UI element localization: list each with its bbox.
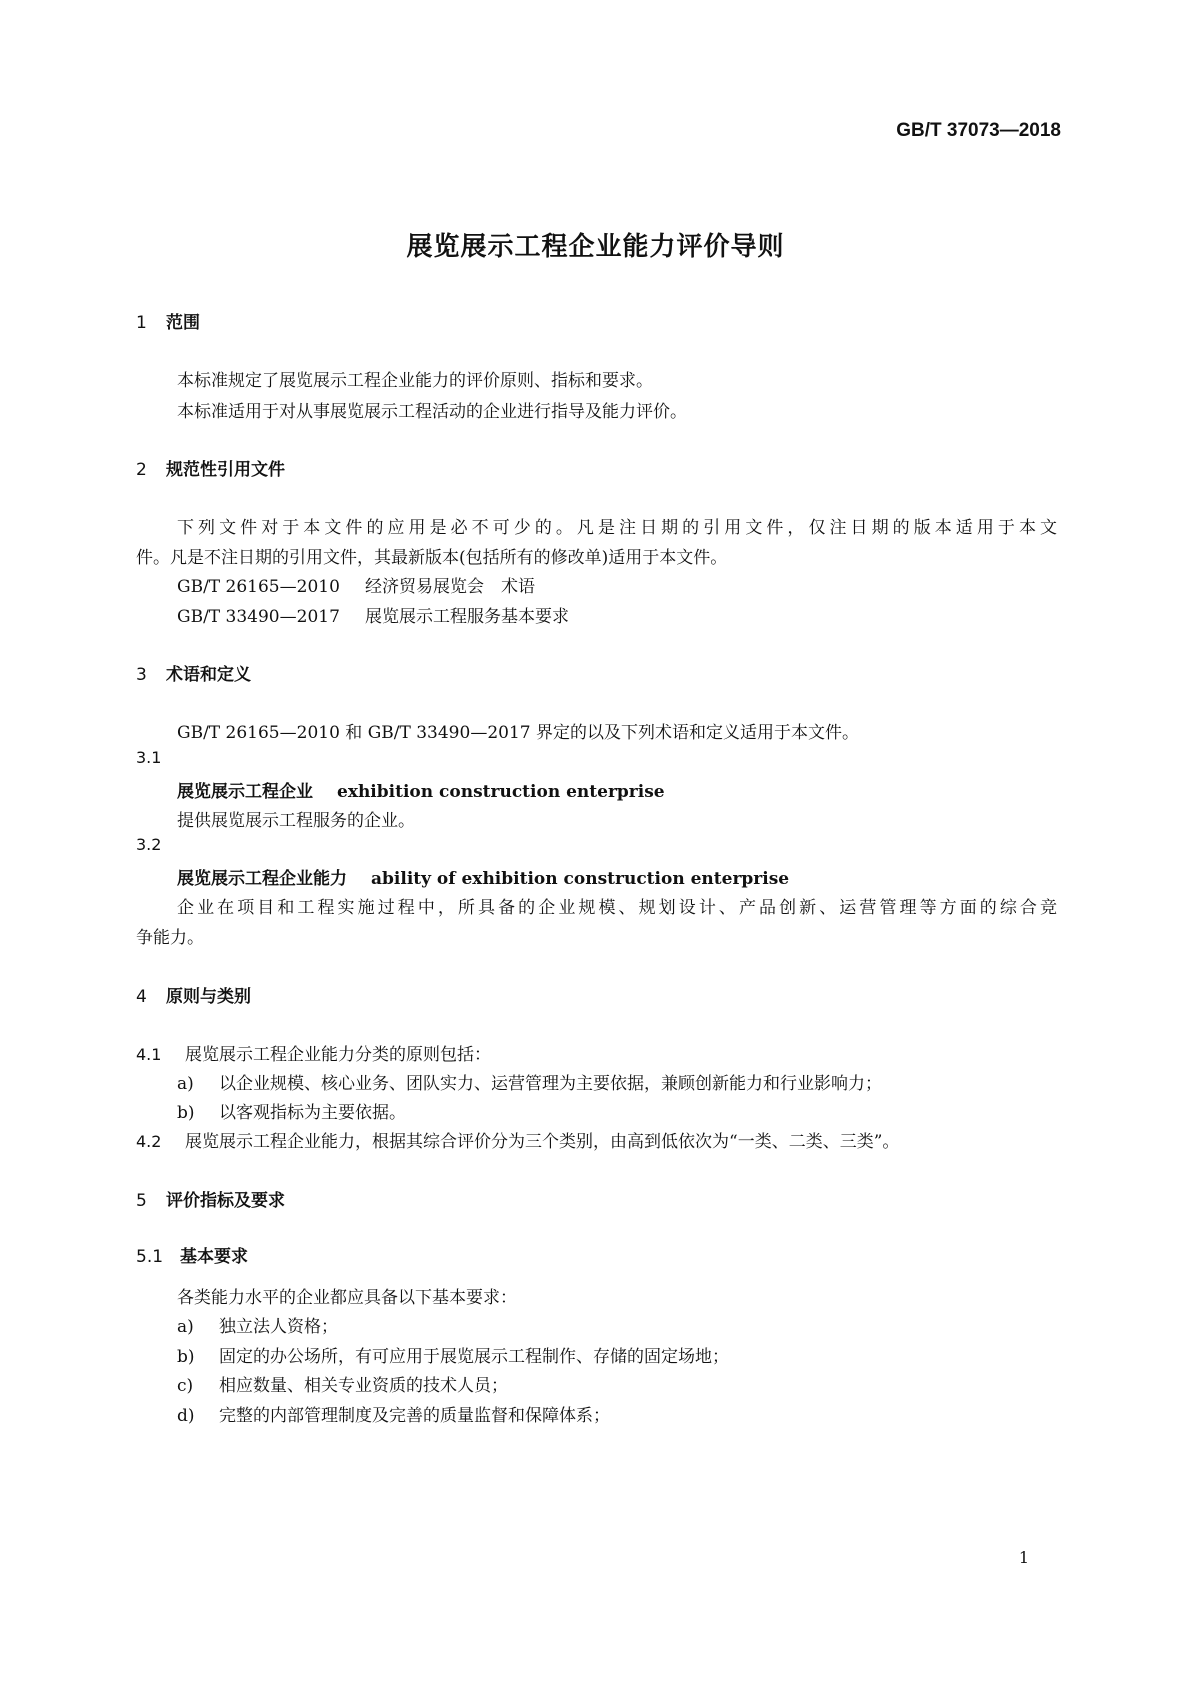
list-label: b) [177,1347,195,1367]
list-label: a) [177,1317,194,1337]
clause-text: 展览展示工程企业能力，根据其综合评价分为三个类别，由高到低依次为“一类、二类、三类”。 [185,1132,900,1152]
list-text: 相应数量、相关专业资质的技术人员； [219,1376,508,1396]
section-number: 3 [136,665,147,685]
term-english: exhibition construction enterprise [337,782,665,802]
document-title: 展览展示工程企业能力评价导则 [406,232,785,262]
section-number: 4 [136,987,147,1007]
term-heading [177,864,789,889]
reference-item [177,572,535,597]
section-4-heading [136,982,251,1007]
reference-name: 经济贸易展览会 术语 [365,577,535,597]
list-label: c) [177,1376,194,1396]
subsection-title: 基本要求 [180,1247,248,1267]
paragraph-line: 下列文件对于本文件的应用是必不可少的。凡是注日期的引用文件，仅注日期的版本适用于本文 [177,518,1057,538]
clause-number: 4.1 [136,1045,162,1064]
term-number: 3.1 [136,748,162,767]
clause-number: 4.2 [136,1132,162,1151]
list-text: 独立法人资格； [219,1317,338,1337]
term-heading [177,777,665,802]
paragraph: 各类能力水平的企业都应具备以下基本要求： [177,1288,517,1308]
clause [136,1040,491,1065]
section-title: 规范性引用文件 [166,460,285,480]
paragraph-line: 件。凡是不注日期的引用文件，其最新版本(包括所有的修改单)适用于本文件。 [136,548,728,568]
paragraph: 本标准规定了展览展示工程企业能力的评价原则、指标和要求。 [177,371,653,391]
section-title: 术语和定义 [166,665,251,685]
section-title: 范围 [166,313,200,333]
page-number: 1 [1018,1548,1029,1567]
list-text: 以企业规模、核心业务、团队实力、运营管理为主要依据，兼顾创新能力和行业影响力； [219,1074,882,1094]
reference-code: GB/T 33490—2017 [177,607,340,627]
term-definition: 提供展览展示工程服务的企业。 [177,811,415,831]
clause-text: 展览展示工程企业能力分类的原则包括： [185,1045,491,1065]
clause [136,1127,899,1152]
list-label: d) [177,1406,195,1426]
term-definition-line: 企业在项目和工程实施过程中，所具备的企业规模、规划设计、产品创新、运营管理等方面的综合竞 [177,898,1057,918]
standard-number: GB/T 37073—2018 [896,120,1061,141]
reference-name: 展览展示工程服务基本要求 [365,607,569,627]
section-title: 原则与类别 [166,987,251,1007]
list-item [177,1342,729,1367]
section-number: 1 [136,313,147,333]
list-item [177,1069,882,1094]
section-3-heading [136,660,251,685]
term-english: ability of exhibition construction enterprise [371,869,790,889]
list-item [177,1371,508,1396]
term-chinese: 展览展示工程企业能力 [177,869,347,889]
reference-code: GB/T 26165—2010 [177,577,340,597]
paragraph: 本标准适用于对从事展览展示工程活动的企业进行指导及能力评价。 [177,402,687,422]
term-number: 3.2 [136,835,162,854]
list-item [177,1098,406,1123]
paragraph: GB/T 26165—2010 和 GB/T 33490—2017 界定的以及下列术语和定义适用于本文件。 [177,723,859,743]
list-text: 固定的办公场所，有可应用于展览展示工程制作、存储的固定场地； [219,1347,729,1367]
list-label: b) [177,1103,195,1123]
term-chinese: 展览展示工程企业 [177,782,313,802]
section-number: 2 [136,460,147,480]
list-label: a) [177,1074,194,1094]
subsection-5-1-heading [136,1242,248,1267]
section-1-heading [136,308,200,333]
reference-item [177,602,569,627]
list-item [177,1401,610,1426]
list-text: 完整的内部管理制度及完善的质量监督和保障体系； [219,1406,610,1426]
section-number: 5 [136,1191,147,1211]
section-title: 评价指标及要求 [166,1191,285,1211]
term-definition-line: 争能力。 [136,928,204,948]
list-item [177,1312,338,1337]
subsection-number: 5.1 [136,1247,164,1267]
section-5-heading [136,1186,285,1211]
list-text: 以客观指标为主要依据。 [219,1103,406,1123]
section-2-heading [136,455,285,480]
